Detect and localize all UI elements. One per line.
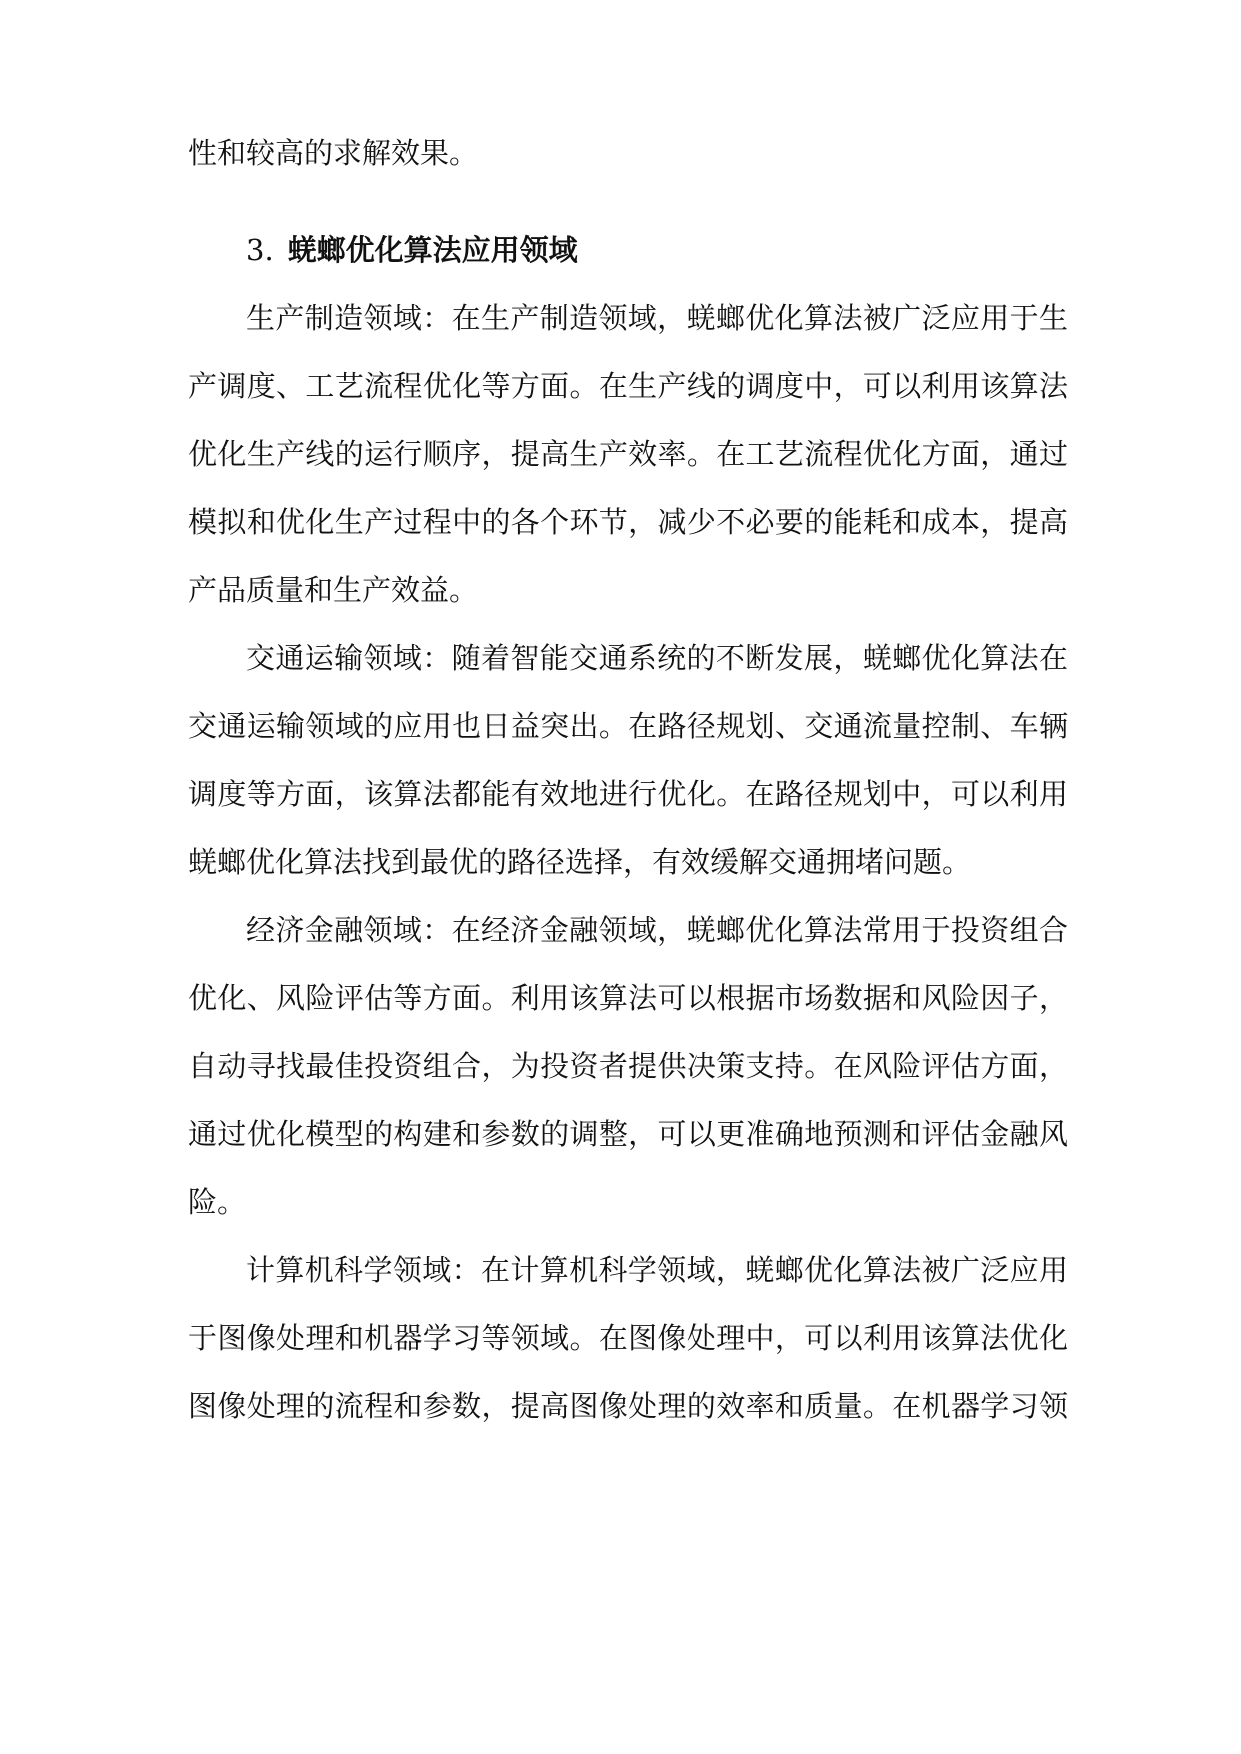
paragraph-line: 生产制造领域：在生产制造领域，蜣螂优化算法被广泛应用于生 <box>246 301 1068 335</box>
paragraph-line: 优化、风险评估等方面。利用该算法可以根据市场数据和风险因子， <box>188 981 1068 1015</box>
carryover-line: 性和较高的求解效果。 <box>188 136 479 170</box>
paragraph-line: 产调度、工艺流程优化等方面。在生产线的调度中，可以利用该算法 <box>188 369 1068 403</box>
section-heading <box>246 225 1066 275</box>
paragraph-line: 图像处理的流程和参数，提高图像处理的效率和质量。在机器学习领 <box>188 1389 1068 1423</box>
paragraph-line: 交通运输领域：随着智能交通系统的不断发展，蜣螂优化算法在 <box>246 641 1068 675</box>
paragraph-line: 经济金融领域：在经济金融领域，蜣螂优化算法常用于投资组合 <box>246 913 1068 947</box>
paragraph-line: 交通运输领域的应用也日益突出。在路径规划、交通流量控制、车辆 <box>188 709 1068 743</box>
section-number: 3. <box>246 233 274 267</box>
paragraph-line: 自动寻找最佳投资组合，为投资者提供决策支持。在风险评估方面， <box>188 1049 1068 1083</box>
paragraph-line: 通过优化模型的构建和参数的调整，可以更准确地预测和评估金融风 <box>188 1117 1068 1151</box>
paragraph-line: 计算机科学领域：在计算机科学领域，蜣螂优化算法被广泛应用 <box>246 1253 1068 1287</box>
paragraph-line: 蜣螂优化算法找到最优的路径选择，有效缓解交通拥堵问题。 <box>188 845 972 879</box>
section-title: 蜣螂优化算法应用领域 <box>287 233 578 267</box>
paragraph-line: 险。 <box>188 1185 247 1219</box>
paragraph-line: 产品质量和生产效益。 <box>188 573 479 607</box>
paragraph-line: 调度等方面，该算法都能有效地进行优化。在路径规划中，可以利用 <box>188 777 1068 811</box>
paragraph-line: 于图像处理和机器学习等领域。在图像处理中，可以利用该算法优化 <box>188 1321 1068 1355</box>
paragraph-line: 模拟和优化生产过程中的各个环节，减少不必要的能耗和成本，提高 <box>188 505 1068 539</box>
paragraph-line: 优化生产线的运行顺序，提高生产效率。在工艺流程优化方面，通过 <box>188 437 1068 471</box>
